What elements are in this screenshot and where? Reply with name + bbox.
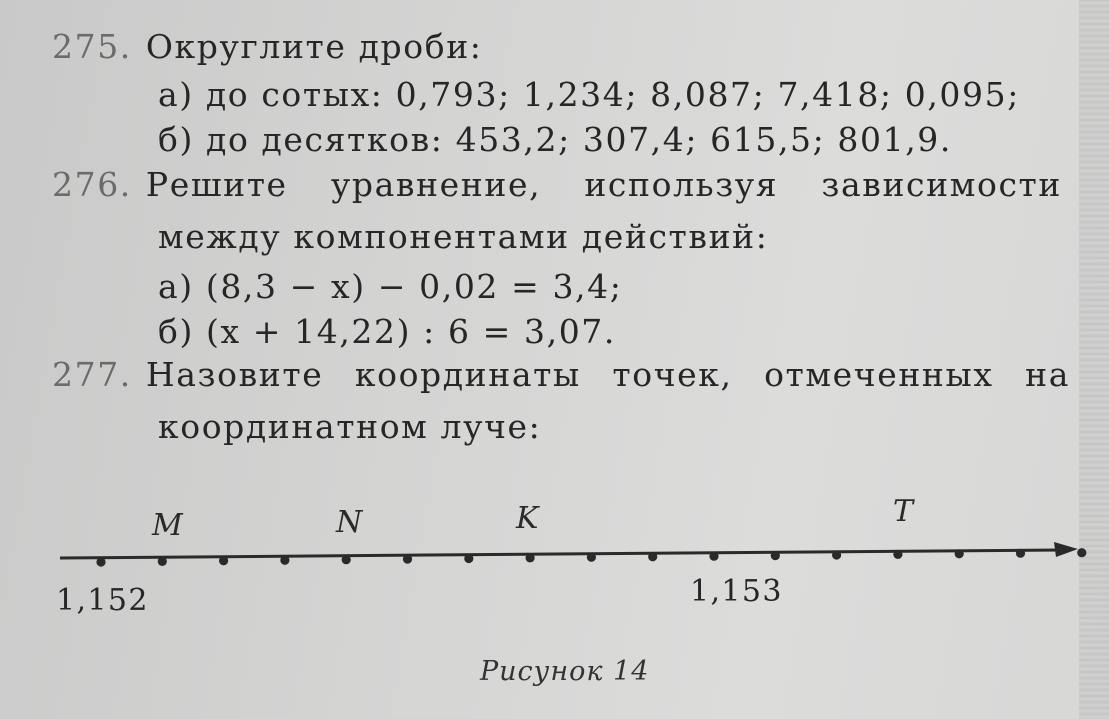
ray-dot xyxy=(342,555,351,564)
ray-dot xyxy=(709,552,718,561)
ray-dot xyxy=(771,551,780,560)
ray-dot xyxy=(96,557,105,566)
tick-label-unit: 1,153 xyxy=(690,574,783,609)
ray-dot xyxy=(1016,549,1025,558)
ray-dot xyxy=(955,549,964,558)
ray-dot xyxy=(219,556,228,565)
title-word: координаты xyxy=(354,355,581,394)
problem-number: 275. xyxy=(52,27,132,66)
ray-dot xyxy=(280,556,289,565)
ray-dot xyxy=(1077,548,1086,557)
point-label-n: N xyxy=(336,505,363,540)
figure-caption: Рисунок 14 xyxy=(480,656,650,687)
ray-dot xyxy=(464,554,473,563)
title-word: Назовите xyxy=(145,355,324,394)
ray-dot xyxy=(648,552,657,561)
problem-title: Округлите дроби: xyxy=(145,27,483,66)
problem-276-title-line2: между компонентами действий: xyxy=(158,217,769,256)
point-label-k: K xyxy=(516,501,539,536)
title-word: на xyxy=(1025,355,1070,394)
title-word: точек, xyxy=(612,355,733,394)
title-word: отмеченных xyxy=(764,355,994,394)
problem-number: 276. xyxy=(52,165,132,204)
ray-dot xyxy=(526,553,535,562)
problem-276-part-b: б) (x + 14,22) : 6 = 3,07. xyxy=(158,312,616,351)
problem-276-part-a: а) (8,3 − x) − 0,02 = 3,4; xyxy=(158,267,623,306)
point-label-t: T xyxy=(893,494,914,529)
ray-dot xyxy=(587,553,596,562)
point-label-m: M xyxy=(152,508,183,543)
title-word: Решите xyxy=(145,165,288,204)
title-word: уравнение, xyxy=(330,165,542,204)
title-word: зависимости xyxy=(821,165,1062,204)
problem-275-part-b: б) до десятков: 453,2; 307,4; 615,5; 801,9. xyxy=(158,120,952,159)
problem-number: 277. xyxy=(52,355,132,394)
problem-277-title-line2: координатном луче: xyxy=(158,407,542,446)
ray-dot xyxy=(832,550,841,559)
title-word: используя xyxy=(584,165,779,204)
tick-label-start: 1,152 xyxy=(56,583,149,618)
problem-275-part-a: а) до сотых: 0,793; 1,234; 8,087; 7,418; 0,095; xyxy=(158,75,1020,114)
ray-arrowhead xyxy=(1054,542,1078,557)
ray-dot xyxy=(158,557,167,566)
ray-dot xyxy=(893,550,902,559)
ray-dot xyxy=(403,555,412,564)
ray-line xyxy=(60,550,1062,558)
